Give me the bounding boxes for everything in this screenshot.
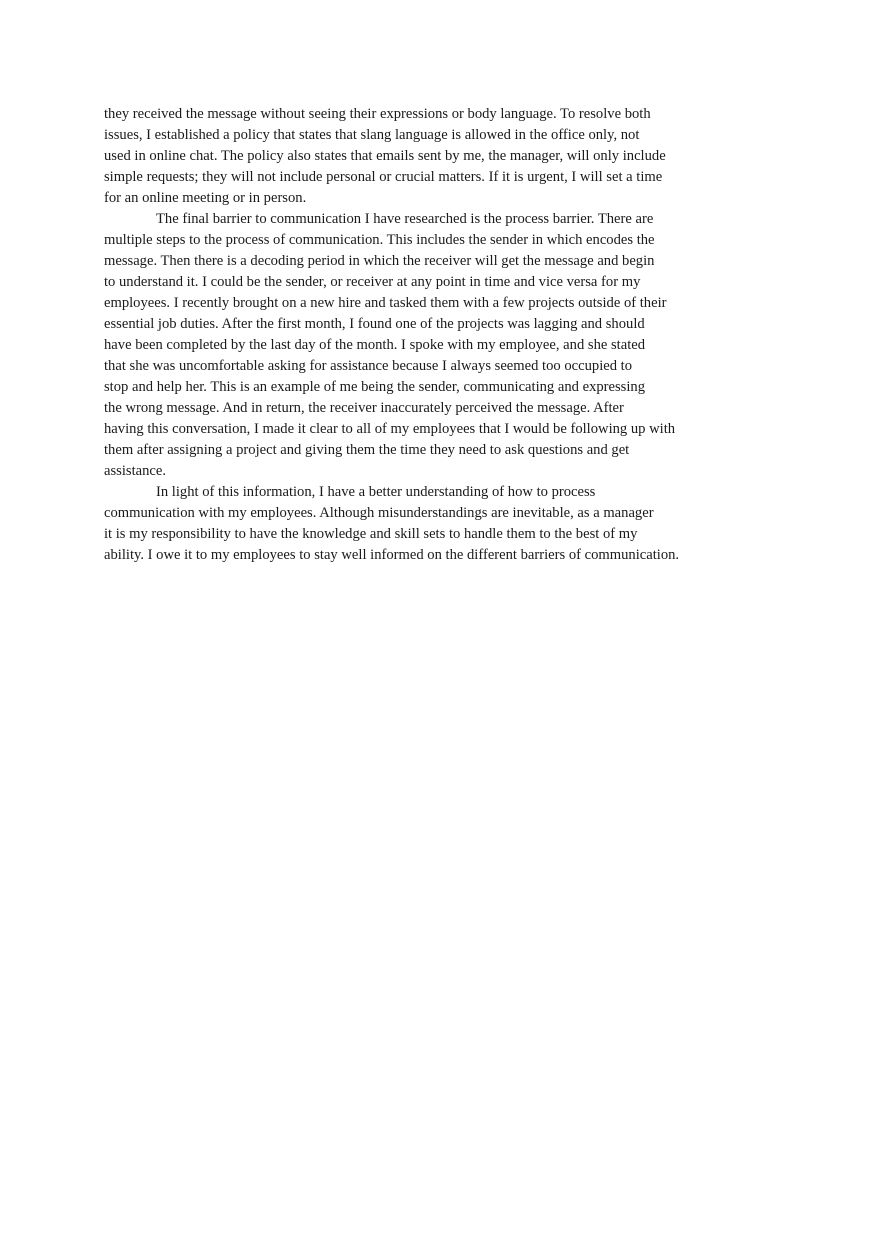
text-line: having this conversation, I made it clear to all of my employees that I would be following up with bbox=[104, 421, 676, 437]
text-line: the wrong message. And in return, the receiver inaccurately perceived the message. After bbox=[104, 400, 624, 416]
text-line: multiple steps to the process of communication. This includes the sender in which encodes the bbox=[104, 232, 655, 248]
text-line: communication with my employees. Although misunderstandings are inevitable, as a manager bbox=[104, 505, 654, 521]
text-line: stop and help her. This is an example of me being the sender, communicating and expressing bbox=[104, 379, 646, 395]
text-line: ability. I owe it to my employees to stay well informed on the different barriers of communication. bbox=[104, 547, 680, 563]
text-line: issues, I established a policy that states that slang language is allowed in the office only, not bbox=[104, 127, 640, 143]
text-line: that she was uncomfortable asking for assistance because I always seemed too occupied to bbox=[104, 358, 633, 374]
text-line: essential job duties. After the first month, I found one of the projects was lagging and should bbox=[104, 316, 645, 332]
document-body bbox=[104, 104, 764, 566]
text-line: them after assigning a project and giving them the time they need to ask questions and get bbox=[104, 442, 630, 458]
text-line: used in online chat. The policy also states that emails sent by me, the manager, will only include bbox=[104, 148, 666, 164]
paragraph bbox=[104, 482, 764, 566]
text-line: for an online meeting or in person. bbox=[104, 190, 307, 206]
paragraph bbox=[104, 209, 764, 482]
text-line: to understand it. I could be the sender, or receiver at any point in time and vice versa for my bbox=[104, 274, 641, 290]
text-line: message. Then there is a decoding period in which the receiver will get the message and begin bbox=[104, 253, 655, 269]
text-line: simple requests; they will not include personal or crucial matters. If it is urgent, I will set a time bbox=[104, 169, 663, 185]
text-line: employees. I recently brought on a new hire and tasked them with a few projects outside of their bbox=[104, 295, 667, 311]
text-line: assistance. bbox=[104, 463, 167, 479]
text-line: it is my responsibility to have the knowledge and skill sets to handle them to the best of my bbox=[104, 526, 638, 542]
text-line: In light of this information, I have a better understanding of how to process bbox=[156, 484, 596, 500]
text-line: have been completed by the last day of the month. I spoke with my employee, and she stated bbox=[104, 337, 646, 353]
text-line: The final barrier to communication I have researched is the process barrier. There are bbox=[156, 211, 654, 227]
paragraph bbox=[104, 104, 764, 209]
text-line: they received the message without seeing their expressions or body language. To resolve both bbox=[104, 106, 651, 122]
